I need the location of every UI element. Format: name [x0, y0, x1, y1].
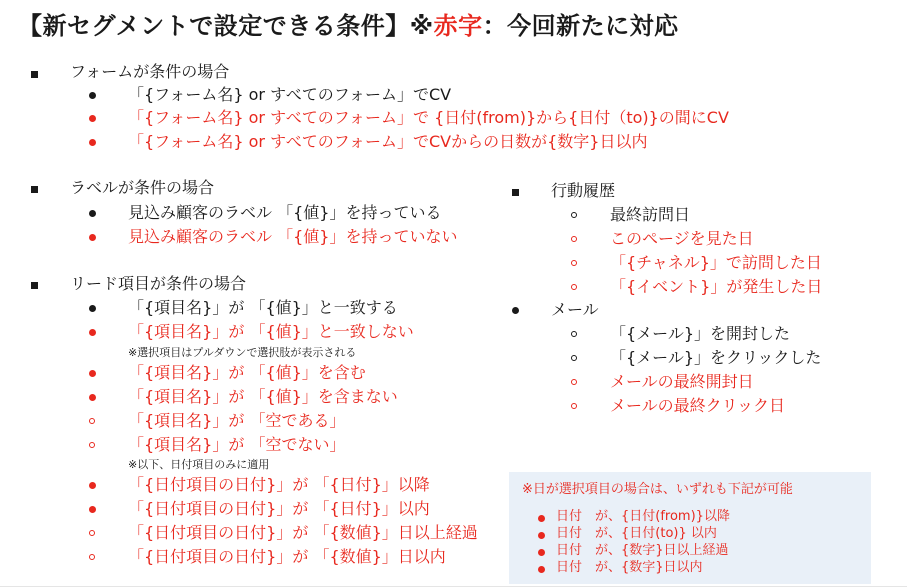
label-item: 見込み顧客のラベル 「{値}」を持っている [128, 203, 442, 222]
square-bullet-icon [31, 282, 38, 289]
bottom-divider [0, 586, 907, 587]
mail-item: 「{メール}」を開封した [610, 324, 791, 343]
lead-item: 「{項目名}」が 「{値}」と一致する [128, 298, 398, 317]
info-box-item: 日付 が、{数字}日以内 [556, 560, 703, 575]
form-item-new: 「{フォーム名} or すべてのフォーム」でCVからの日数が{数字}日以内 [128, 132, 648, 151]
dot-bullet-icon [89, 506, 96, 513]
label-item-new: 見込み顧客のラベル 「{値}」を持っていない [128, 227, 458, 246]
dot-bullet-icon [89, 482, 96, 489]
circle-bullet-icon [571, 284, 577, 290]
action-section-heading: 行動履歴 [551, 181, 616, 200]
circle-bullet-icon [571, 236, 577, 242]
lead-item-new: 「{日付項目の日付}」が 「{日付}」以降 [128, 475, 430, 494]
circle-bullet-icon [89, 530, 95, 536]
lead-item-new: 「{項目名}」が 「{値}」と一致しない [128, 322, 414, 341]
label-section-heading: ラベルが条件の場合 [70, 178, 215, 197]
lead-section-heading: リード項目が条件の場合 [70, 274, 247, 293]
dot-bullet-icon [89, 329, 96, 336]
circle-bullet-icon [571, 355, 577, 361]
dot-bullet-icon [89, 394, 96, 401]
form-item: 「{フォーム名} or すべてのフォーム」でCV [128, 85, 452, 104]
circle-bullet-icon [571, 260, 577, 266]
circle-bullet-icon [89, 442, 95, 448]
dot-bullet-icon [512, 307, 519, 314]
mail-item: 「{メール}」をクリックした [610, 348, 822, 367]
circle-bullet-icon [89, 554, 95, 560]
dot-bullet-icon [538, 549, 545, 556]
square-bullet-icon [31, 71, 38, 78]
dot-bullet-icon [89, 210, 96, 217]
info-box-item: 日付 が、{数字}日以上経過 [556, 543, 729, 558]
lead-item-new: 「{項目名}」が 「空である」 [128, 411, 346, 430]
mail-section-heading: メール [551, 300, 599, 319]
circle-bullet-icon [89, 418, 95, 424]
dot-bullet-icon [89, 139, 96, 146]
title-prefix: 【新セグメントで設定できる条件】※ [18, 12, 434, 40]
lead-item-new: 「{項目名}」が 「空でない」 [128, 435, 346, 454]
info-box-title: ※日が選択項目の場合は、いずれも下記が可能 [522, 482, 793, 497]
info-box-item: 日付 が、{日付(to)} 以内 [556, 526, 717, 541]
dot-bullet-icon [538, 566, 545, 573]
dot-bullet-icon [89, 115, 96, 122]
pulldown-note: ※選択項目はプルダウンで選択肢が表示される [128, 346, 357, 359]
dot-bullet-icon [538, 515, 545, 522]
dot-bullet-icon [89, 234, 96, 241]
page-title [18, 6, 679, 41]
mail-item-new: メールの最終開封日 [610, 372, 754, 391]
circle-bullet-icon [571, 379, 577, 385]
form-section-heading: フォームが条件の場合 [70, 62, 230, 81]
dot-bullet-icon [89, 370, 96, 377]
square-bullet-icon [31, 186, 38, 193]
mail-item-new: メールの最終クリック日 [610, 396, 786, 415]
title-suffix: ：今回新たに対応 [482, 12, 679, 40]
date-only-note: ※以下、日付項目のみに適用 [128, 458, 270, 471]
action-item-new: 「{チャネル}」で訪問した日 [610, 253, 822, 272]
dot-bullet-icon [538, 532, 545, 539]
title-red-text: 赤字 [433, 12, 483, 40]
lead-item-new: 「{日付項目の日付}」が 「{数値}」日以内 [128, 547, 446, 566]
dot-bullet-icon [89, 92, 96, 99]
action-item: 最終訪問日 [610, 205, 691, 224]
lead-item-new: 「{項目名}」が 「{値}」を含む [128, 363, 366, 382]
circle-bullet-icon [571, 403, 577, 409]
lead-item-new: 「{日付項目の日付}」が 「{日付}」以内 [128, 499, 430, 518]
circle-bullet-icon [571, 212, 577, 218]
dot-bullet-icon [89, 305, 96, 312]
form-item-new: 「{フォーム名} or すべてのフォーム」で {日付(from)}から{日付（to)}の間にCV [128, 108, 729, 127]
circle-bullet-icon [571, 331, 577, 337]
square-bullet-icon [512, 189, 519, 196]
lead-item-new: 「{項目名}」が 「{値}」を含まない [128, 387, 398, 406]
info-box-item: 日付 が、{日付(from)}以降 [556, 509, 730, 524]
lead-item-new: 「{日付項目の日付}」が 「{数値}」日以上経過 [128, 523, 478, 542]
action-item-new: このページを見た日 [610, 229, 754, 248]
action-item-new: 「{イベント}」が発生した日 [610, 277, 823, 296]
